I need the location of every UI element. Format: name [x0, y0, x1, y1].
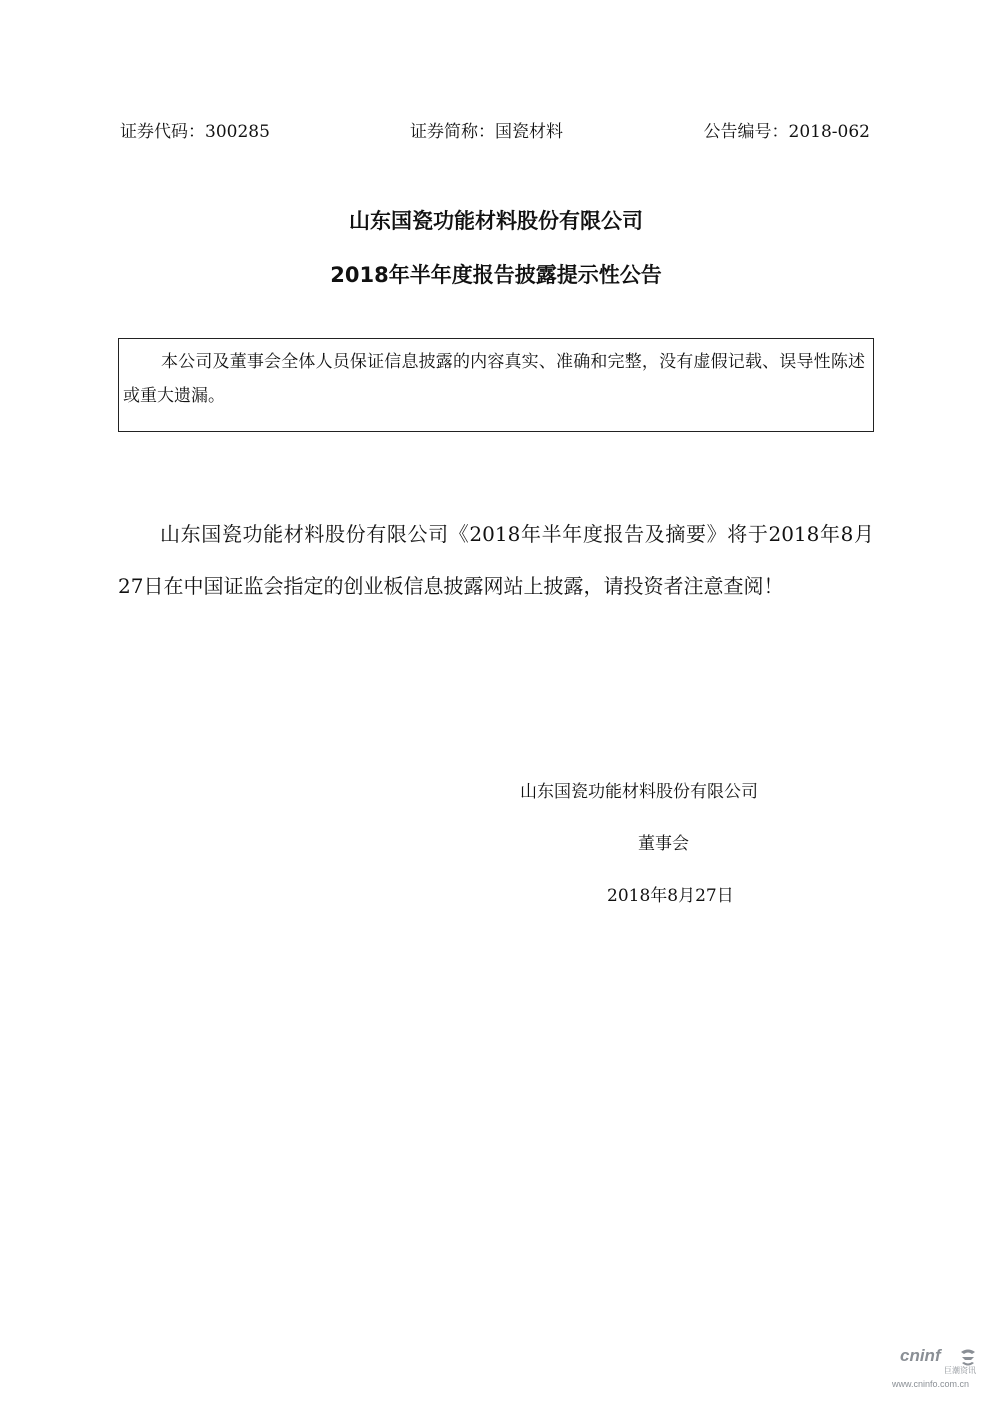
announcement-title: 2018年半年度报告披露提示性公告	[330, 263, 662, 287]
signature-company: 山东国瓷功能材料股份有限公司	[520, 782, 758, 802]
announcement-body: 山东国瓷功能材料股份有限公司《2018年半年度报告及摘要》将于2018年8月27日在中国证监会指定的创业板信息披露网站上披露，请投资者注意查阅！	[118, 522, 874, 598]
stock-abbreviation: 证券简称：国瓷材料	[410, 122, 563, 142]
watermark-subtitle: 巨潮资讯	[944, 1366, 976, 1375]
stock-code: 证券代码：300285	[120, 122, 270, 142]
signature-board: 董事会	[638, 834, 689, 854]
disclaimer-box: 本公司及董事会全体人员保证信息披露的内容真实、准确和完整，没有虚假记载、误导性陈述或重大遗漏。	[118, 338, 874, 432]
company-title: 山东国瓷功能材料股份有限公司	[349, 209, 643, 233]
cninfo-logo-icon	[958, 1348, 978, 1366]
signature-date: 2018年8月27日	[607, 886, 734, 906]
announcement-number: 公告编号：2018-062	[703, 122, 870, 142]
document-header	[120, 120, 870, 144]
watermark-logo-text: cninf	[900, 1346, 941, 1365]
cninfo-watermark	[892, 1346, 984, 1392]
watermark-url: www.cninfo.com.cn	[892, 1379, 970, 1389]
